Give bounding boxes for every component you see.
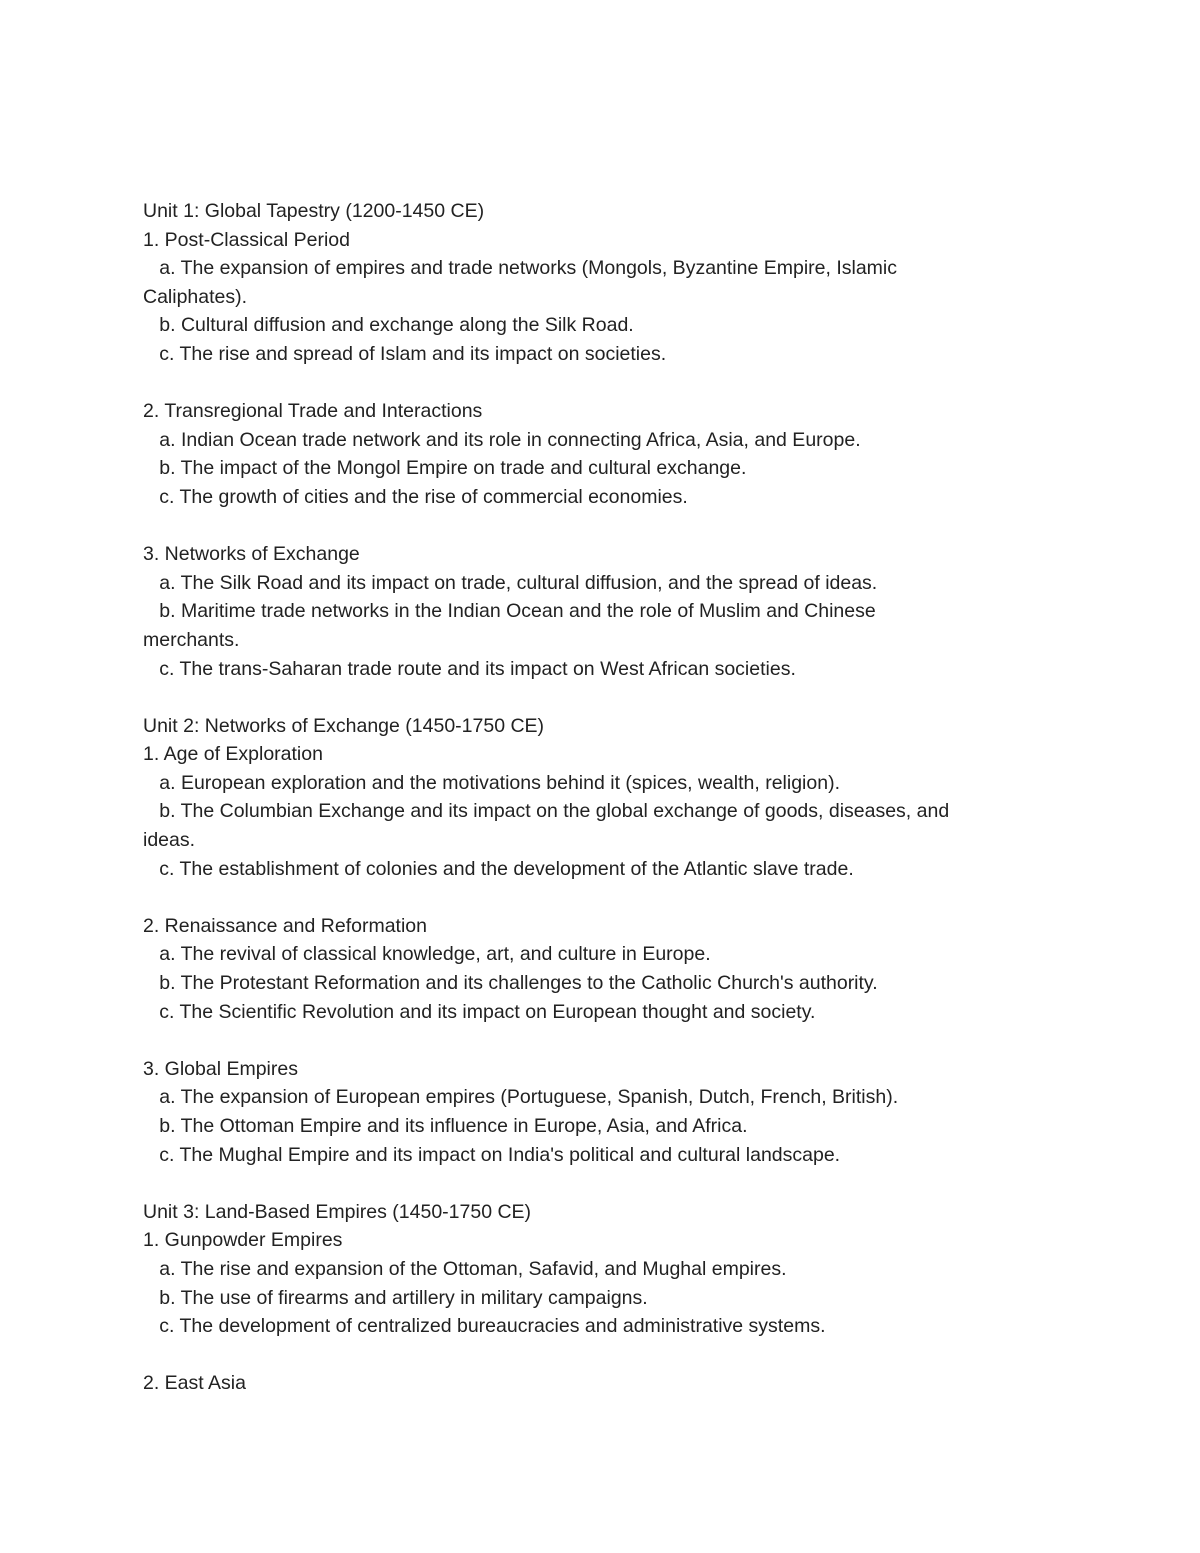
section-heading: 1. Post-Classical Period	[143, 228, 350, 251]
list-item: c. The Mughal Empire and its impact on India's political and cultural landscape.	[143, 1143, 841, 1166]
list-item-continuation: merchants.	[143, 628, 240, 651]
list-item: a. The expansion of empires and trade networks (Mongols, Byzantine Empire, Islamic	[143, 257, 898, 280]
list-item: c. The establishment of colonies and the development of the Atlantic slave trade.	[143, 857, 854, 880]
list-item-continuation: ideas.	[143, 829, 196, 852]
list-item: c. The development of centralized bureaucracies and administrative systems.	[143, 1315, 826, 1338]
list-item: c. The growth of cities and the rise of commercial economies.	[143, 485, 688, 508]
blank-line	[143, 683, 1043, 712]
list-item-continuation: Caliphates).	[143, 285, 248, 308]
list-item: c. The Scientific Revolution and its impact on European thought and society.	[143, 1000, 816, 1023]
section-heading: 3. Networks of Exchange	[143, 543, 360, 566]
list-item: c. The trans-Saharan trade route and its impact on West African societies.	[143, 657, 796, 680]
list-item: b. Cultural diffusion and exchange along the Silk Road.	[143, 314, 634, 337]
list-item: c. The rise and spread of Islam and its impact on societies.	[143, 342, 667, 365]
section-heading: 1. Gunpowder Empires	[143, 1229, 343, 1252]
list-item: a. The Silk Road and its impact on trade, cultural diffusion, and the spread of ideas.	[143, 571, 878, 594]
list-item: a. The revival of classical knowledge, art, and culture in Europe.	[143, 943, 711, 966]
list-item: b. The Ottoman Empire and its influence in Europe, Asia, and Africa.	[143, 1115, 748, 1137]
section-heading: 2. Renaissance and Reformation	[143, 914, 427, 937]
document-body	[143, 197, 1043, 1398]
unit-heading: Unit 3: Land-Based Empires (1450-1750 CE)	[143, 1200, 532, 1223]
list-item: b. Maritime trade networks in the Indian Ocean and the role of Muslim and Chinese	[143, 600, 876, 623]
blank-line	[143, 369, 1043, 398]
list-item: a. The rise and expansion of the Ottoman, Safavid, and Mughal empires.	[143, 1257, 787, 1280]
unit-heading: Unit 2: Networks of Exchange (1450-1750 CE)	[143, 714, 545, 737]
section-heading: 2. East Asia	[143, 1372, 246, 1395]
list-item: a. Indian Ocean trade network and its role in connecting Africa, Asia, and Europe.	[143, 428, 861, 451]
section-heading: 2. Transregional Trade and Interactions	[143, 400, 483, 423]
list-item: b. The use of firearms and artillery in military campaigns.	[143, 1286, 648, 1309]
list-item: b. The Protestant Reformation and its challenges to the Catholic Church's authority.	[143, 972, 878, 995]
list-item: b. The Columbian Exchange and its impact on the global exchange of goods, diseases, and	[143, 800, 950, 823]
blank-line	[143, 1341, 1043, 1370]
blank-line	[143, 512, 1043, 541]
section-heading: 3. Global Empires	[143, 1057, 298, 1080]
section-heading: 1. Age of Exploration	[143, 743, 323, 766]
blank-line	[143, 883, 1043, 912]
list-item: b. The impact of the Mongol Empire on trade and cultural exchange.	[143, 457, 747, 480]
list-item: a. European exploration and the motivations behind it (spices, wealth, religion).	[143, 771, 840, 794]
unit-heading: Unit 1: Global Tapestry (1200-1450 CE)	[143, 200, 485, 222]
list-item: a. The expansion of European empires (Portuguese, Spanish, Dutch, French, British).	[143, 1086, 899, 1109]
blank-line	[143, 1026, 1043, 1055]
blank-line	[143, 1169, 1043, 1198]
